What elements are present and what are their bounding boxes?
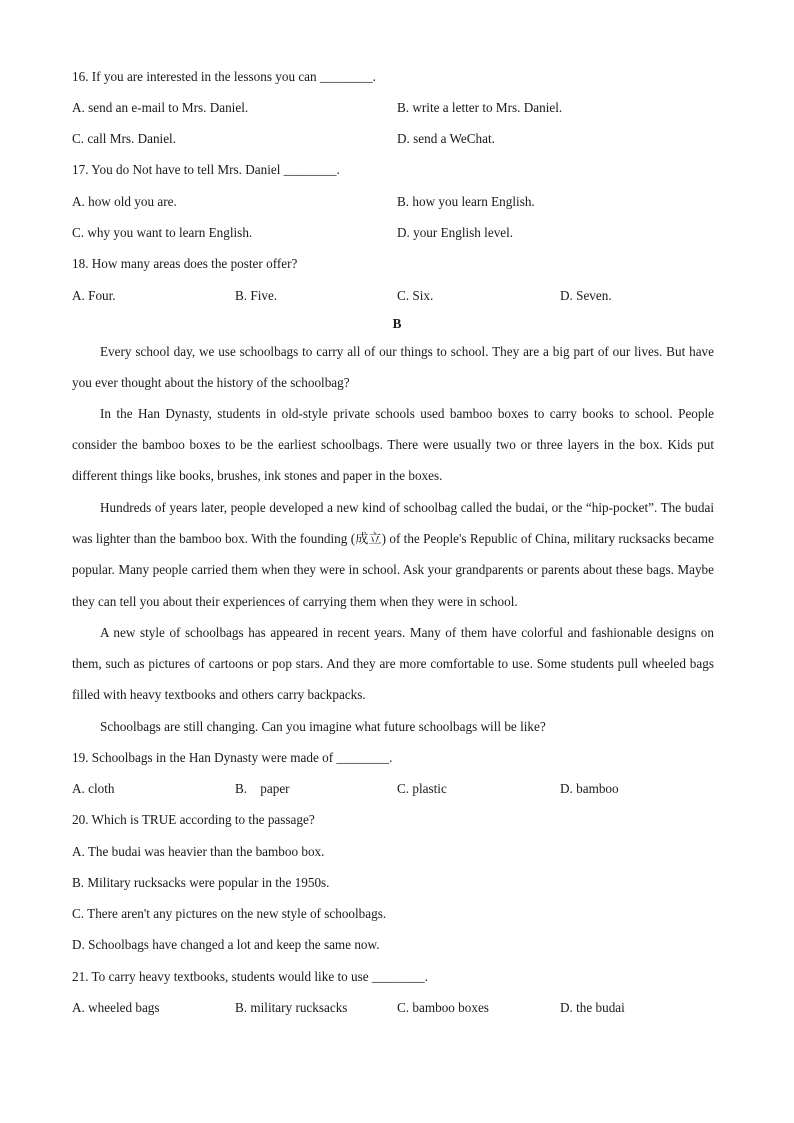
question-20-option-d: D. Schoolbags have changed a lot and keep the same now. xyxy=(72,937,380,952)
question-21-option-c: C. bamboo boxes xyxy=(397,1000,489,1015)
question-20-option-a: A. The budai was heavier than the bamboo box. xyxy=(72,844,325,859)
question-17-option-a: A. how old you are. xyxy=(72,194,177,209)
question-19-option-a: A. cloth xyxy=(72,781,115,796)
question-17-option-b: B. how you learn English. xyxy=(397,194,535,209)
question-17-option-c: C. why you want to learn English. xyxy=(72,225,253,240)
passage-paragraph-4: A new style of schoolbags has appeared in recent years. Many of them have colorful and fashionable designs on them, such as pictures of cartoons or pop stars. And they are more comfortable to use. Some students pull wheeled bags filled with heavy textbooks and others carry backpacks. xyxy=(72,625,714,703)
question-16-option-a: A. send an e-mail to Mrs. Daniel. xyxy=(72,100,249,115)
question-16-stem: 16. If you are interested in the lessons you can ________. xyxy=(72,69,376,84)
question-18-stem: 18. How many areas does the poster offer? xyxy=(72,256,298,271)
question-16-option-d: D. send a WeChat. xyxy=(397,131,495,146)
question-16-option-c: C. call Mrs. Daniel. xyxy=(72,131,177,146)
question-18-option-c: C. Six. xyxy=(397,288,434,303)
question-19-stem: 19. Schoolbags in the Han Dynasty were made of ________. xyxy=(72,750,393,765)
question-17-stem: 17. You do Not have to tell Mrs. Daniel ________. xyxy=(72,162,340,177)
question-21-option-d: D. the budai xyxy=(560,1000,625,1015)
passage-paragraph-5: Schoolbags are still changing. Can you imagine what future schoolbags will be like? xyxy=(100,719,546,734)
passage-paragraph-2: In the Han Dynasty, students in old-style private schools used bamboo boxes to carry books to school. People consider the bamboo boxes to be the earliest schoolbags. There were usually two or three layers in the box. Kids put different things like books, brushes, ink stones and paper in the boxes. xyxy=(72,406,714,484)
question-19-option-d: D. bamboo xyxy=(560,781,619,796)
question-19-option-b: B. paper xyxy=(235,781,290,796)
question-18-option-b: B. Five. xyxy=(235,288,278,303)
question-21-stem: 21. To carry heavy textbooks, students would like to use ________. xyxy=(72,969,428,984)
question-18-option-d: D. Seven. xyxy=(560,288,612,303)
question-20-option-c: C. There aren't any pictures on the new style of schoolbags. xyxy=(72,906,387,921)
question-17-option-d: D. your English level. xyxy=(397,225,514,240)
section-b-heading: B xyxy=(392,316,402,331)
question-16-option-b: B. write a letter to Mrs. Daniel. xyxy=(397,100,563,115)
passage-paragraph-1: Every school day, we use schoolbags to carry all of our things to school. They are a big part of our lives. But have you ever thought about the history of the schoolbag? xyxy=(72,344,714,391)
question-18-option-a: A. Four. xyxy=(72,288,116,303)
question-21-option-b: B. military rucksacks xyxy=(235,1000,348,1015)
question-20-option-b: B. Military rucksacks were popular in the 1950s. xyxy=(72,875,330,890)
question-20-stem: 20. Which is TRUE according to the passage? xyxy=(72,812,315,827)
passage-paragraph-3: Hundreds of years later, people developed a new kind of schoolbag called the budai, or the “hip-pocket”. The budai was lighter than the bamboo box. With the founding (成立) of the People's Republic of China, military rucksacks became popular. Many people carried them when they were in school. Ask your grandparents or parents about these bags. Maybe they can tell you about their experiences of carrying them when they were in school. xyxy=(72,500,714,609)
question-19-option-c: C. plastic xyxy=(397,781,447,796)
question-21-option-a: A. wheeled bags xyxy=(72,1000,160,1015)
